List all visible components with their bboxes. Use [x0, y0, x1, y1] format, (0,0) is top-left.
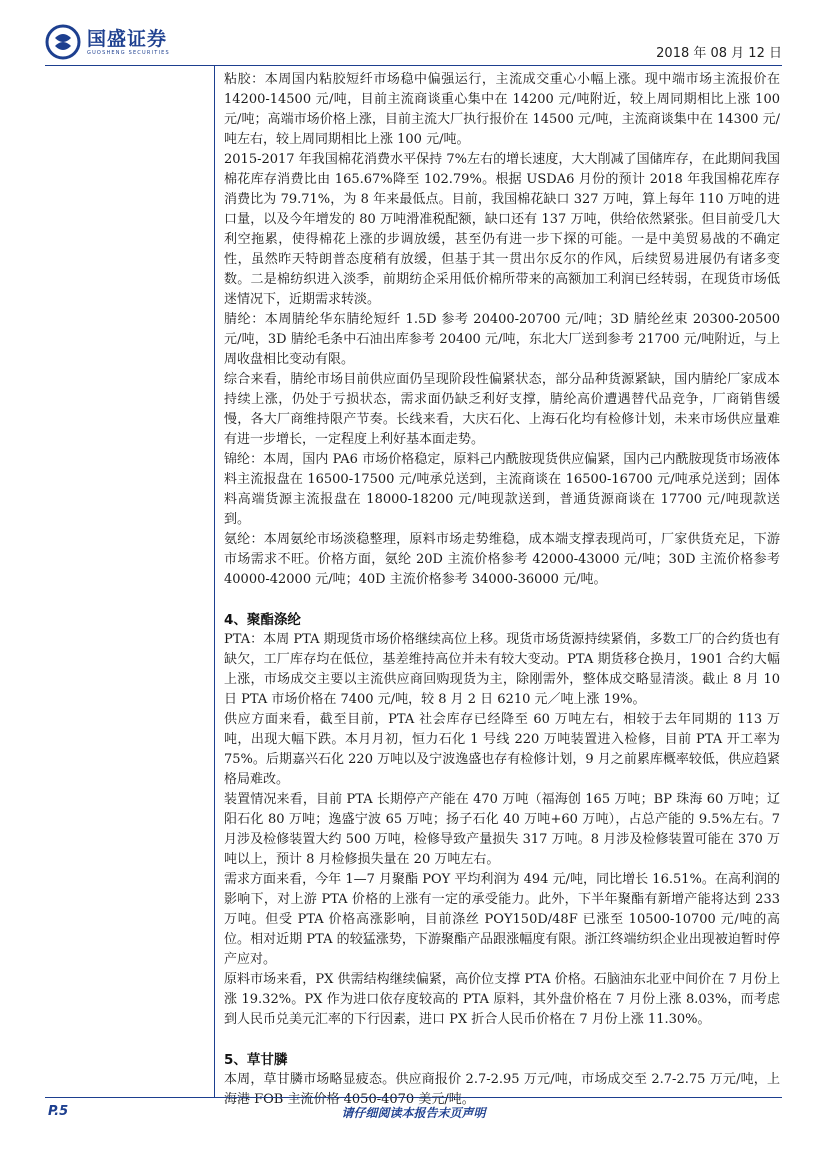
body-paragraph: 2015-2017 年我国棉花消费水平保持 7%左右的增长速度，大大削减了国储库存，在此期间我国棉花库存消费比由 165.67%降至 102.79%。根据 USDA6 月份的预计 2018 年我国棉花库存消费比为 79.71%，为 8 年来最低点。目前，我国棉花缺口 327 万吨，算上每年 110 万吨的进口量，以及今年增发的 80 万吨滑准税配额，缺口还有 137 万吨，供给依然紧张。但目前受几大利空拖累，使得棉花上涨的步调放缓，甚至仍有进一步下探的可能。一是中美贸易战的不确定性，虽然昨天特朗普态度稍有放缓，但基于其一贯出尔反尔的作风，后续贸易进展仍有诸多变数。二是棉纺织进入淡季，前期纺企采用低价棉所带来的高额加工利润已经转弱，在现货市场低迷情况下，近期需求转淡。 — [224, 152, 780, 307]
page-header — [45, 20, 782, 64]
body-paragraph: 氨纶：本周氨纶市场淡稳整理，原料市场走势维稳，成本端支撑表现尚可，厂家供货充足，下游市场需求不旺。价格方面，氨纶 20D 主流价格参考 42000-43000 元/吨；30D 主流价格参考 40000-42000 元/吨；40D 主流价格参考 34000-36000 元/吨。 — [224, 532, 780, 587]
body-paragraph: 粘胶：本周国内粘胶短纤市场稳中偏强运行，主流成交重心小幅上涨。现中端市场主流报价在 14200-14500 元/吨，目前主流商谈重心集中在 14200 元/吨附近，较上周同期相比上涨 100 元/吨；高端市场价格上涨，目前主流大厂执行报价在 14500 元/吨，主流商谈集中在 14300 元/吨左右，较上周同期相比上涨 100 元/吨。 — [224, 72, 780, 147]
logo-name: 国盛证券 — [87, 27, 168, 50]
section-heading: 4、聚酯涤纶 — [224, 612, 301, 628]
section-spacer — [224, 1030, 780, 1050]
report-body — [224, 70, 780, 1110]
body-paragraph: 需求方面来看，今年 1—7 月聚酯 POY 平均利润为 494 元/吨，同比增长 16.51%。在高利润的影响下，对上游 PTA 价格的上涨有一定的承受能力。此外，下半年聚酯有新增产能将达到 233 万吨。但受 PTA 价格高涨影响，目前涤丝 POY150D/48F 已涨至 10500-10700 元/吨的高位。相对近期 PTA 的较猛涨势，下游聚酯产品跟涨幅度有限。浙江终端纺织企业出现被迫暂时停产应对。 — [224, 872, 780, 967]
body-paragraph: 锦纶：本周，国内 PA6 市场价格稳定，原料己内酰胺现货供应偏紧，国内己内酰胺现货市场液体料主流报盘在 16500-17500 元/吨承兑送到，主流商谈在 16500-16700 元/吨承兑送到；固体料高端货源主流报盘在 18000-18200 元/吨现款送到，普通货源商谈在 17700 元/吨现款送到。 — [224, 452, 780, 527]
body-paragraph: 原料市场来看，PX 供需结构继续偏紧，高价位支撑 PTA 价格。石脑油东北亚中间价在 7 月份上涨 19.32%。PX 作为进口依存度较高的 PTA 原料，其外盘价格在 7 月份上涨 8.03%，而考虑到人民币兑美元汇率的下行因素，进口 PX 折合人民币价格在 7 月份上涨 11.30%。 — [224, 972, 780, 1027]
body-paragraph: 本周，草甘膦市场略显疲态。供应商报价 2.7-2.95 万元/吨，市场成交至 2.7-2.75 万元/吨，上海港 FOB 主流价格 4050-4070 美元/吨。 — [224, 1072, 780, 1107]
disclaimer-note: 请仔细阅读本报告末页声明 — [341, 1106, 486, 1120]
report-date: 2018 年 08 月 12 日 — [656, 46, 782, 61]
body-paragraph: 腈纶：本周腈纶华东腈纶短纤 1.5D 参考 20400-20700 元/吨；3D 腈纶丝束 20300-20500 元/吨，3D 腈纶毛条中石油出库参考 20400 元/吨，东北大厂送到参考 21700 元/吨附近，与上周收盘相比变动有限。 — [224, 312, 780, 367]
section-spacer — [224, 590, 780, 610]
left-margin-rule — [214, 66, 215, 1097]
body-paragraph: 供应方面来看，截至目前，PTA 社会库存已经降至 60 万吨左右，相较于去年同期的 113 万吨，出现大幅下跌。本月月初，恒力石化 1 号线 220 万吨装置进入检修，目前 PTA 开工率为 75%。后期嘉兴石化 220 万吨以及宁波逸盛也存有检修计划，9 月之前累库概率较低，供应趋紧格局难改。 — [224, 712, 780, 787]
page-number: P.5 — [48, 1104, 69, 1119]
footer-rule — [45, 1097, 782, 1098]
body-paragraph: 装置情况来看，目前 PTA 长期停产产能在 470 万吨（福海创 165 万吨；BP 珠海 60 万吨；辽阳石化 80 万吨；逸盛宁波 65 万吨；扬子石化 40 万吨+60 万吨），占总产能的 9.5%左右。7 月涉及检修装置大约 500 万吨，检修导致产量损失 317 万吨。8 月涉及检修装置可能在 370 万吨以上，预计 8 月检修损失量在 20 万吨左右。 — [224, 792, 780, 867]
company-logo — [45, 22, 170, 62]
body-paragraph: 综合来看，腈纶市场目前供应面仍呈现阶段性偏紧状态，部分品种货源紧缺，国内腈纶厂家成本持续上涨，仍处于亏损状态，需求面仍缺乏利好支撑，腈纶高价遭遇替代品竞争，厂商销售缓慢，各大厂商维持限产节奏。长线来看，大庆石化、上海石化均有检修计划，未来市场供应量难有进一步增长，一定程度上利好基本面走势。 — [224, 372, 780, 447]
logo-english-name: GUOSHENG SECURITIES — [87, 49, 170, 56]
header-rule — [45, 65, 782, 66]
section-heading: 5、草甘膦 — [224, 1052, 288, 1068]
logo-mark-icon — [45, 24, 81, 60]
body-paragraph: PTA：本周 PTA 期现货市场价格继续高位上移。现货市场货源持续紧俏，多数工厂的合约货也有缺欠，工厂库存均在低位，基差维持高位并未有较大变动。PTA 期货移仓换月，1901 合约大幅上涨，市场成交主要以主流供应商回购现货为主，除刚需外，整体成交略显清淡。截止 8 月 10 日 PTA 市场价格在 7400 元/吨，较 8 月 2 日 6210 元／吨上涨 19%。 — [224, 632, 780, 707]
